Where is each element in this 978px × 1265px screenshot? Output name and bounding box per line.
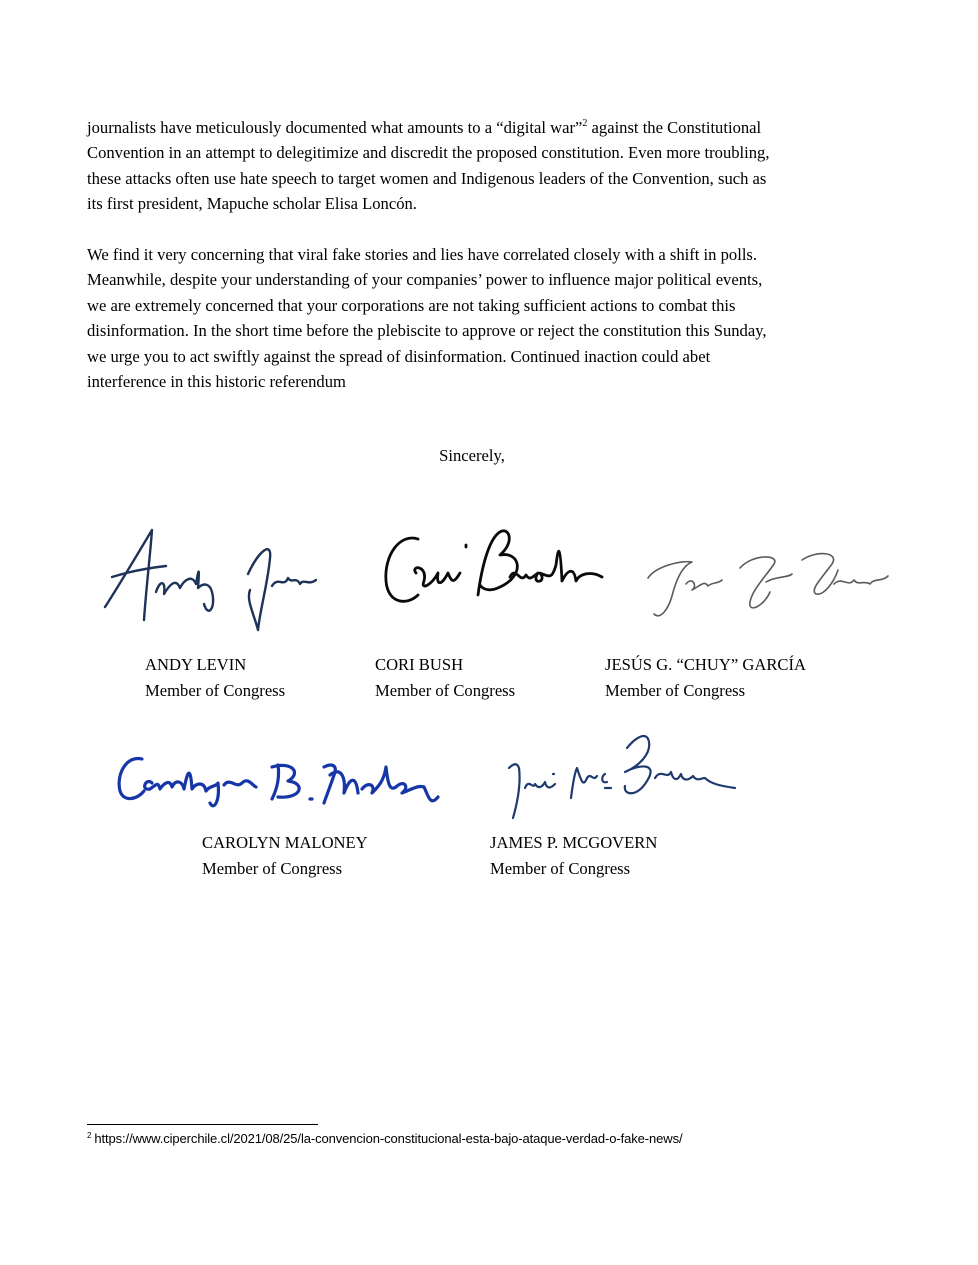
paragraph-line: we are extremely concerned that your corporations are not taking sufficient actions to combat this (87, 295, 736, 315)
paragraph-line: these attacks often use hate speech to target women and Indigenous leaders of the Convention, such as (87, 168, 767, 188)
signer-title: Member of Congress (202, 859, 343, 878)
footnote-reference: 2 (582, 118, 588, 129)
signer-block-andy-levin (145, 652, 285, 704)
signer-block-jesus-garcia (605, 652, 806, 704)
paragraph-line: We find it very concerning that viral fake stories and lies have correlated closely with a shift in polls. (87, 245, 758, 264)
signer-title: Member of Congress (490, 859, 631, 878)
signature-jesus-garcia (642, 540, 892, 625)
paragraph-line: Convention in an attempt to delegitimize and discredit the proposed constitution. Even more troubling, (87, 143, 770, 163)
footnote (87, 1131, 682, 1146)
paragraph-line: we urge you to act swiftly against the spread of disinformation. Continued inaction could abet (87, 346, 711, 366)
signer-title: Member of Congress (605, 681, 746, 700)
paragraph-line: disinformation. In the short time before the plebiscite to approve or reject the constitution this Sunday, (87, 321, 767, 341)
closing-salutation: Sincerely, (439, 446, 505, 465)
paragraph-line: interference in this historic referendum (87, 372, 346, 392)
line-text: journalists have meticulously documented what amounts to a “digital war” (87, 118, 583, 137)
signature-james-mcgovern (505, 728, 740, 823)
paragraph-line (87, 115, 887, 140)
signer-name: CAROLYN MALONEY (202, 833, 368, 852)
signer-name: JAMES P. MCGOVERN (490, 833, 658, 852)
paragraph-line: its first president, Mapuche scholar Elisa Loncón. (87, 194, 417, 214)
signer-block-carolyn-maloney (202, 830, 368, 882)
signer-block-james-mcgovern (490, 830, 657, 882)
paragraph-line: Meanwhile, despite your understanding of your companies’ power to influence major political events, (87, 270, 763, 290)
signer-title: Member of Congress (145, 681, 286, 700)
paragraph-concern (87, 242, 887, 394)
footnote-url[interactable]: https://www.ciperchile.cl/2021/08/25/la-convencion-constitucional-esta-bajo-ataque-verdad-o-fake-news/ (94, 1131, 683, 1146)
signer-block-cori-bush (375, 652, 515, 704)
signer-title: Member of Congress (375, 681, 516, 700)
signature-andy-levin (100, 522, 320, 637)
footnote-divider (87, 1124, 318, 1125)
signature-carolyn-maloney (112, 745, 452, 820)
signer-name: ANDY LEVIN (145, 655, 247, 674)
signer-name: CORI BUSH (375, 655, 464, 674)
line-text: against the Constitutional (587, 118, 762, 137)
signer-name: JESÚS G. “CHUY” GARCÍA (605, 655, 806, 674)
paragraph-digital-war (87, 115, 887, 217)
footnote-number: 2 (87, 1131, 92, 1140)
signature-cori-bush (380, 525, 610, 610)
